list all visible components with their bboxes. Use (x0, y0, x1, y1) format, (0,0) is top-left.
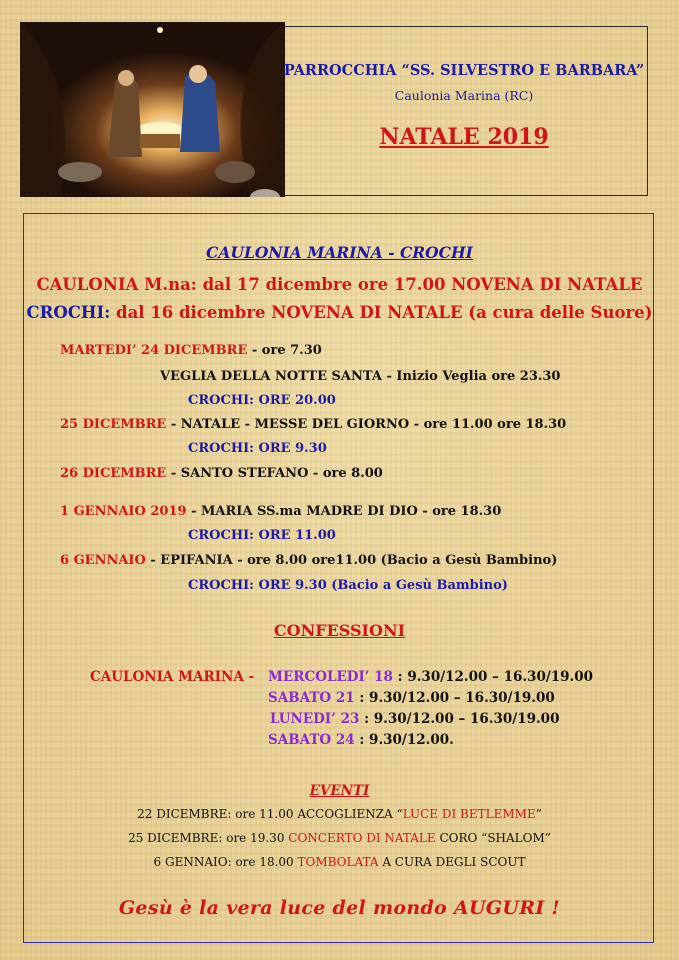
city-name: Caulonia Marina (RC) (394, 88, 534, 103)
schedule-25-date: 25 DICEMBRE (60, 417, 167, 432)
event-1 (0, 807, 679, 821)
confession-row (270, 711, 559, 727)
schedule-26-dec (60, 466, 383, 481)
confession-row (268, 732, 454, 748)
schedule-24-crochi: CROCHI: ORE 20.00 (188, 393, 336, 408)
confession-row (268, 690, 555, 706)
schedule-24-time: - ore 7.30 (251, 343, 322, 358)
confession-hours: : 9.30/12.00 – 16.30/19.00 (392, 669, 594, 685)
event-3-suffix: A CURA DEGLI SCOUT (378, 855, 526, 869)
schedule-1-jan-text: - MARIA SS.ma MADRE DI DIO - ore 18.30 (191, 504, 502, 519)
event-3 (0, 855, 679, 869)
event-1-prefix: 22 DICEMBRE: ore 11.00 ACCOGLIENZA “ (137, 807, 403, 821)
novena-heading: CAULONIA MARINA - CROCHI (206, 243, 473, 262)
confession-row (268, 669, 593, 685)
schedule-6-jan (60, 553, 557, 568)
schedule-25-crochi: CROCHI: ORE 9.30 (188, 441, 327, 456)
schedule-6-jan-crochi: CROCHI: ORE 9.30 (Bacio a Gesù Bambino) (188, 578, 508, 593)
novena-crochi-text: dal 16 dicembre NOVENA DI NATALE (a cura delle Suore) (116, 303, 653, 322)
schedule-6-jan-date: 6 GENNAIO (60, 553, 146, 568)
event-2 (0, 831, 679, 845)
confession-hours: : 9.30/12.00 – 16.30/19.00 (354, 690, 555, 706)
events-heading: EVENTI (309, 783, 370, 799)
page-title: NATALE 2019 (379, 124, 549, 150)
confession-hours: : 9.30/12.00. (354, 732, 454, 748)
schedule-26-text: - SANTO STEFANO - ore 8.00 (170, 466, 383, 481)
novena-caulonia: CAULONIA M.na: dal 17 dicembre ore 17.00 NOVENA DI NATALE (36, 275, 643, 294)
schedule-25-dec (60, 417, 566, 432)
confession-hours: : 9.30/12.00 – 16.30/19.00 (359, 711, 560, 727)
event-1-suffix: ” (535, 807, 542, 821)
schedule-26-date: 26 DICEMBRE (60, 466, 167, 481)
confession-day: SABATO 24 (268, 732, 355, 748)
schedule-1-jan (60, 504, 501, 519)
schedule-24-dec (60, 343, 322, 358)
closing-slogan: Gesù è la vera luce del mondo AUGURI ! (118, 897, 561, 919)
nativity-scene-illustration (20, 22, 285, 197)
novena-crochi-label: CROCHI: (26, 303, 111, 322)
schedule-25-text: - NATALE - MESSE DEL GIORNO - ore 11.00 ore 18.30 (170, 417, 567, 432)
confession-day: MERCOLEDI’ 18 (268, 669, 393, 685)
event-3-highlight: TOMBOLATA (297, 855, 379, 869)
schedule-1-jan-date: 1 GENNAIO 2019 (60, 504, 187, 519)
event-2-prefix: 25 DICEMBRE: ore 19.30 (128, 831, 289, 845)
schedule-24-vigil: VEGLIA DELLA NOTTE SANTA - Inizio Veglia ore 23.30 (160, 369, 561, 384)
schedule-1-jan-crochi: CROCHI: ORE 11.00 (188, 528, 336, 543)
confession-day: LUNEDI’ 23 (270, 711, 360, 727)
schedule-6-jan-text: - EPIFANIA - ore 8.00 ore11.00 (Bacio a Gesù Bambino) (150, 553, 558, 568)
event-2-suffix: CORO “SHALOM” (435, 831, 551, 845)
novena-crochi (0, 303, 679, 322)
event-1-highlight: LUCE DI BETLEMME (402, 807, 536, 821)
schedule-24-date: MARTEDI’ 24 DICEMBRE (60, 343, 248, 358)
event-2-highlight: CONCERTO DI NATALE (288, 831, 436, 845)
confessions-heading: CONFESSIONI (273, 621, 406, 640)
parish-name: PARROCCHIA “SS. SILVESTRO E BARBARA” (283, 62, 645, 79)
confession-day: SABATO 21 (268, 690, 355, 706)
nativity-image (20, 22, 285, 197)
confessions-place: CAULONIA MARINA - (90, 669, 255, 685)
event-3-prefix: 6 GENNAIO: ore 18.00 (153, 855, 298, 869)
